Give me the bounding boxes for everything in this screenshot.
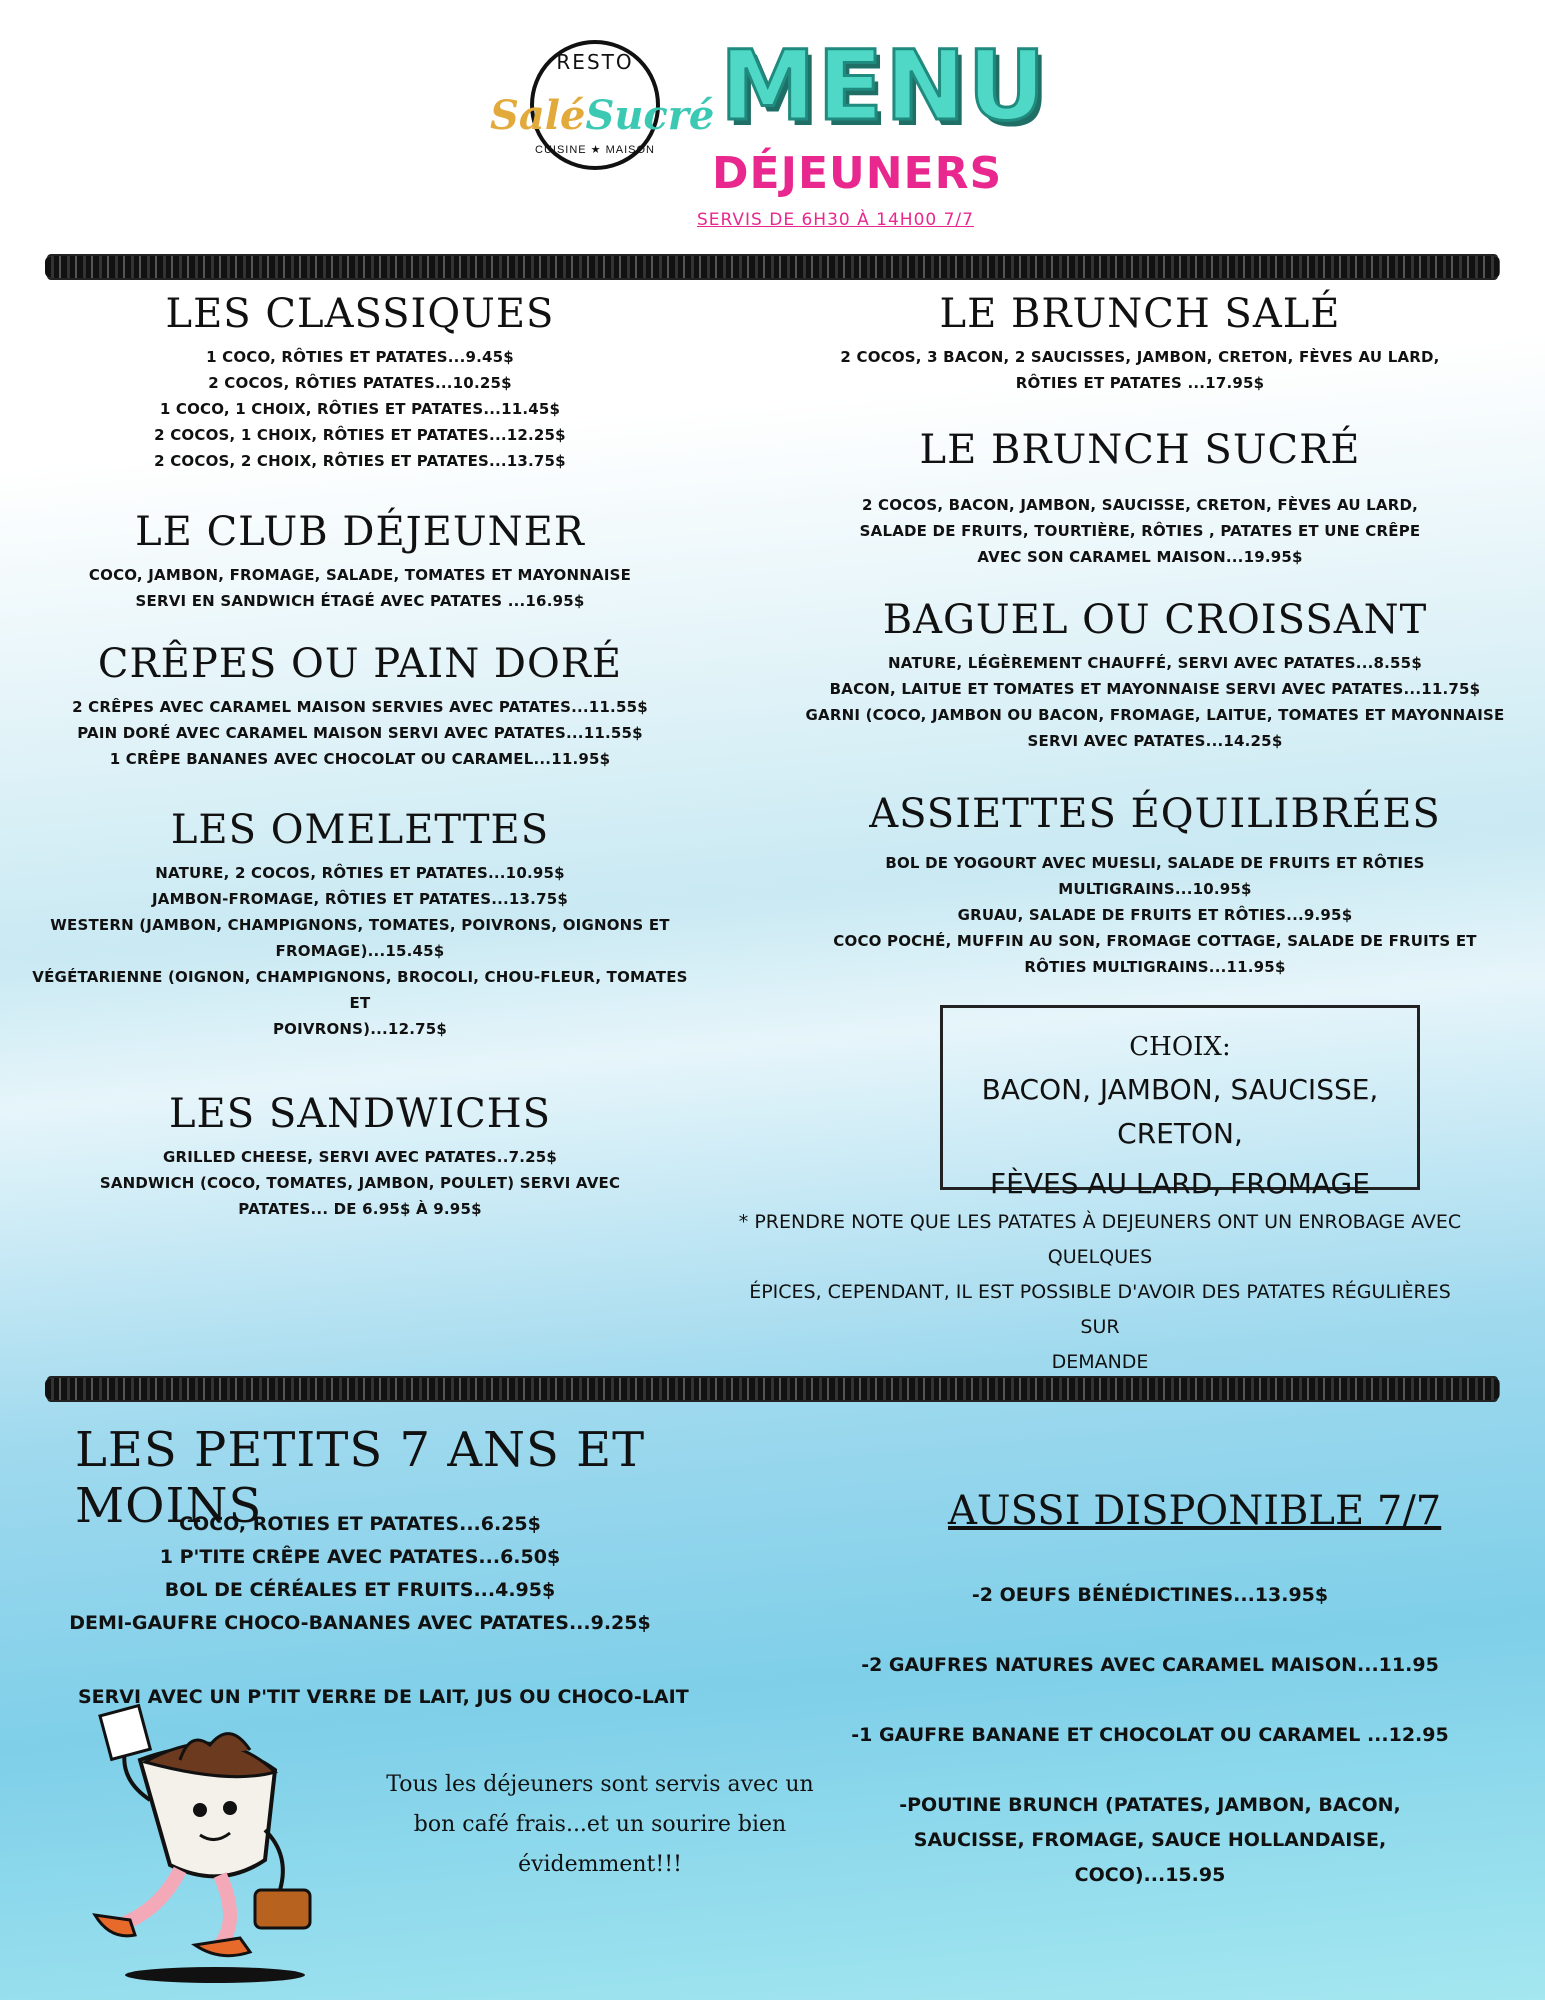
menu-item: 2 COCOS, 3 BACON, 2 SAUCISSES, JAMBON, CRETON, FÈVES AU LARD, [840,348,1440,366]
menu-item: SERVI EN SANDWICH ÉTAGÉ AVEC PATATES ...16.95$ [135,592,585,610]
section-title: ASSIETTES ÉQUILIBRÉES [869,791,1441,837]
choix-line: FÈVES AU LARD, FROMAGE [990,1167,1370,1200]
menu-item: 2 COCOS, 1 CHOIX, RÔTIES ET PATATES...12.25$ [154,426,566,444]
choix-line: BACON, JAMBON, SAUCISSE, CRETON, [981,1073,1379,1150]
menu-item: 1 COCO, 1 CHOIX, RÔTIES ET PATATES...11.45$ [159,400,561,418]
menu-item: -POUTINE BRUNCH (PATATES, JAMBON, BACON, [899,1794,1401,1816]
menu-item: 1 P'TITE CRÊPE AVEC PATATES...6.50$ [159,1546,561,1568]
menu-item: SAUCISSE, FROMAGE, SAUCE HOLLANDAISE, COCO)...15.95 [913,1829,1387,1886]
served-hours: SERVIS DE 6H30 À 14H00 7/7 [697,210,974,230]
choix-title: CHOIX: [1129,1032,1231,1062]
section-title: LE CLUB DÉJEUNER [135,509,585,555]
menu-title: MENU [720,30,1048,142]
menu-item: COCO POCHÉ, MUFFIN AU SON, FROMAGE COTTAGE, SALADE DE FRUITS ET [833,932,1477,950]
menu-item: FROMAGE)...15.45$ [275,942,445,960]
menu-item: 2 COCOS, 2 CHOIX, RÔTIES ET PATATES...13.75$ [154,452,566,470]
logo-script [490,92,714,139]
potato-note [735,1205,1465,1380]
menu-item: -2 OEUFS BÉNÉDICTINES...13.95$ [971,1584,1329,1606]
section-title: BAGUEL OU CROISSANT [882,597,1428,643]
section-crepes [20,642,700,772]
section-title: LES CLASSIQUES [165,291,555,337]
note-line: DEMANDE [1051,1351,1149,1373]
menu-item: RÔTIES ET PATATES ...17.95$ [1015,374,1265,392]
section-baguel [790,598,1520,754]
menu-item: NATURE, 2 COCOS, RÔTIES ET PATATES...10.95$ [155,864,565,882]
petits-served-note: SERVI AVEC UN P'TIT VERRE DE LAIT, JUS OU CHOCO-LAIT [78,1686,689,1708]
aussi-items [850,1578,1450,1893]
section-brunch-sucre [790,428,1490,570]
logo-top-text: RESTO [556,50,634,74]
menu-item: POIVRONS)...12.75$ [272,1020,448,1038]
section-title: LES SANDWICHS [168,1091,552,1137]
menu-item: GARNI (COCO, JAMBON OU BACON, FROMAGE, LAITUE, TOMATES ET MAYONNAISE [805,706,1505,724]
note-line: ÉPICES, CEPENDANT, IL EST POSSIBLE D'AVOIR DES PATATES RÉGULIÈRES SUR [749,1281,1451,1338]
menu-item: -1 GAUFRE BANANE ET CHOCOLAT OU CARAMEL ...12.95 [851,1724,1449,1746]
coffee-note-line: Tous les déjeuners sont servis avec un [386,1772,814,1797]
choix-box [940,1005,1420,1200]
menu-item: COCO, ROTIES ET PATATES...6.25$ [179,1513,541,1535]
menu-item: JAMBON-FROMAGE, RÔTIES ET PATATES...13.75$ [152,890,568,908]
section-title: CRÊPES OU PAIN DORÉ [97,641,623,687]
menu-item: COCO, JAMBON, FROMAGE, SALADE, TOMATES ET MAYONNAISE [88,566,632,584]
section-club [40,510,680,614]
logo-script-sale: Salé [490,92,586,139]
menu-item: SERVI AVEC PATATES...14.25$ [1027,732,1283,750]
menu-item: GRUAU, SALADE DE FRUITS ET RÔTIES...9.95$ [957,906,1353,924]
menu-item: 1 COCO, RÔTIES ET PATATES...9.45$ [206,348,514,366]
coffee-note [370,1765,830,1885]
menu-item: DEMI-GAUFRE CHOCO-BANANES AVEC PATATES...9.25$ [69,1612,651,1634]
petits-items [60,1508,660,1640]
menu-item: 1 CRÊPE BANANES AVEC CHOCOLAT OU CARAMEL...11.95$ [109,750,611,768]
menu-item: PATATES... DE 6.95$ À 9.95$ [238,1200,482,1218]
menu-item: RÔTIES MULTIGRAINS...11.95$ [1024,958,1286,976]
menu-item: NATURE, LÉGÈREMENT CHAUFFÉ, SERVI AVEC PATATES...8.55$ [888,654,1422,672]
menu-item: VÉGÉTARIENNE (OIGNON, CHAMPIGNONS, BROCOLI, CHOU-FLEUR, TOMATES ET [32,968,688,1012]
menu-item: BOL DE CÉRÉALES ET FRUITS...4.95$ [164,1579,556,1601]
section-brunch-sale [790,292,1490,396]
section-sandwichs [40,1092,680,1222]
menu-item: AVEC SON CARAMEL MAISON...19.95$ [977,548,1303,566]
coffee-cup-mascot-icon [80,1690,340,1990]
note-line: * PRENDRE NOTE QUE LES PATATES À DEJEUNERS ONT UN ENROBAGE AVEC QUELQUES [738,1211,1462,1268]
menu-item: BACON, LAITUE ET TOMATES ET MAYONNAISE SERVI AVEC PATATES...11.75$ [829,680,1481,698]
menu-item: PAIN DORÉ AVEC CARAMEL MAISON SERVI AVEC PATATES...11.55$ [77,724,643,742]
menu-item: SALADE DE FRUITS, TOURTIÈRE, RÔTIES , PATATES ET UNE CRÊPE [859,522,1421,540]
page-title: DÉJEUNERS [712,148,1003,199]
section-title: LES PETITS 7 ANS ET MOINS [75,1422,646,1534]
menu-item: GRILLED CHEESE, SERVI AVEC PATATES..7.25$ [162,1148,558,1166]
aussi-title: AUSSI DISPONIBLE 7/7 [948,1488,1442,1534]
logo-script-sucre: Sucré [585,92,715,139]
menu-item: SANDWICH (COCO, TOMATES, JAMBON, POULET) SERVI AVEC [99,1174,621,1192]
menu-item: WESTERN (JAMBON, CHAMPIGNONS, TOMATES, POIVRONS, OIGNONS ET [50,916,670,934]
menu-item: MULTIGRAINS...10.95$ [1058,880,1252,898]
menu-item: 2 COCOS, BACON, JAMBON, SAUCISSE, CRETON, FÈVES AU LARD, [861,496,1419,514]
menu-item: 2 CRÊPES AVEC CARAMEL MAISON SERVIES AVEC PATATES...11.55$ [72,698,648,716]
menu-item: -2 GAUFRES NATURES AVEC CARAMEL MAISON...11.95 [861,1654,1439,1676]
menu-item: 2 COCOS, RÔTIES PATATES...10.25$ [208,374,512,392]
menu-item: BOL DE YOGOURT AVEC MUESLI, SALADE DE FRUITS ET RÔTIES [885,854,1425,872]
divider-bottom [45,1378,1500,1400]
section-omelettes [20,808,700,1042]
section-title: LES OMELETTES [170,807,550,853]
section-classiques [40,292,680,474]
section-title: LE BRUNCH SALÉ [939,291,1341,337]
logo-bottom-text: CUISINE ★ MAISON [535,144,655,156]
section-title: LE BRUNCH SUCRÉ [919,427,1361,473]
coffee-note-line: bon café frais...et un sourire bien [413,1812,787,1837]
section-assiettes [790,792,1520,980]
coffee-note-line: évidemment!!! [518,1852,682,1877]
divider-top [45,256,1500,278]
